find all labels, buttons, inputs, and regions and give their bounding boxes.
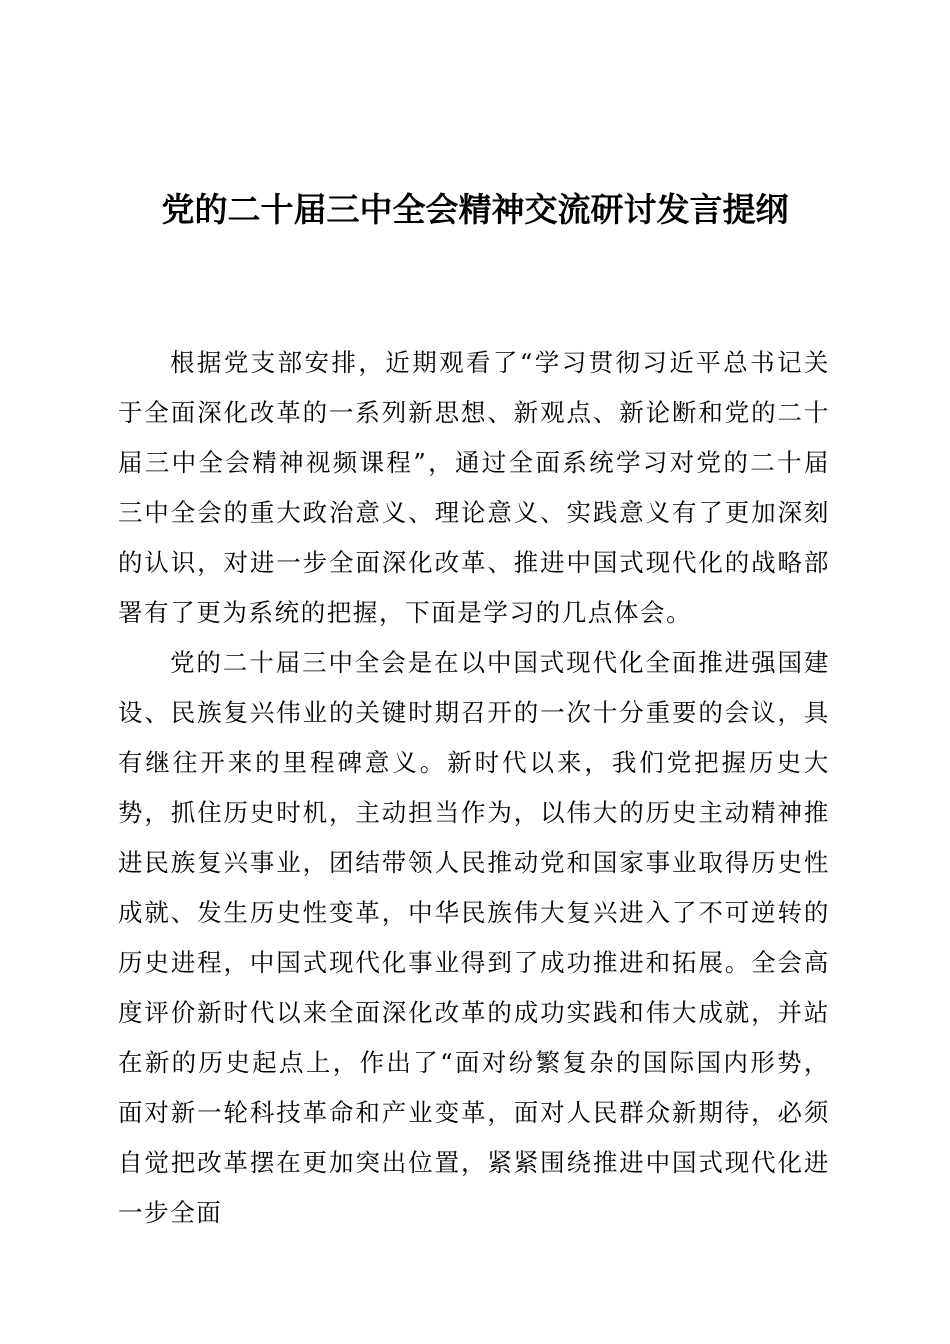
document-title: 党的二十届三中全会精神交流研讨发言提纲 bbox=[161, 190, 789, 229]
paragraph-2: 党的二十届三中全会是在以中国式现代化全面推进强国建设、民族复兴伟业的关键时期召开的一次十分重要的会议，具有继往开来的里程碑意义。新时代以来，我们党把握历史大势，抓住历史时机，主动担当作为，以伟大的历史主动精神推进民族复兴事业，团结带领人民推动党和国家事业取得历史性成就、发生历史性变革，中华民族伟大复兴进入了不可逆转的历史进程，中国式现代化事业得到了成功推进和拓展。全会高度评价新时代以来全面深化改革的成功实践和伟大成就，并站在新的历史起点上，作出了“面对纷繁复杂的国际国内形势，面对新一轮科技革命和产业变革，面对人民群众新期待，必须自觉把改革摆在更加突出位置，紧紧围绕推进中国式现代化进一步全面 bbox=[118, 648, 830, 1227]
document-body bbox=[118, 338, 830, 1238]
paragraph-1: 根据党支部安排，近期观看了“学习贯彻习近平总书记关于全面深化改革的一系列新思想、新观点、新论断和党的二十届三中全会精神视频课程”，通过全面系统学习对党的二十届三中全会的重大政治意义、理论意义、实践意义有了更加深刻的认识，对进一步全面深化改革、推进中国式现代化的战略部署有了更为系统的把握，下面是学习的几点体会。 bbox=[118, 348, 830, 627]
